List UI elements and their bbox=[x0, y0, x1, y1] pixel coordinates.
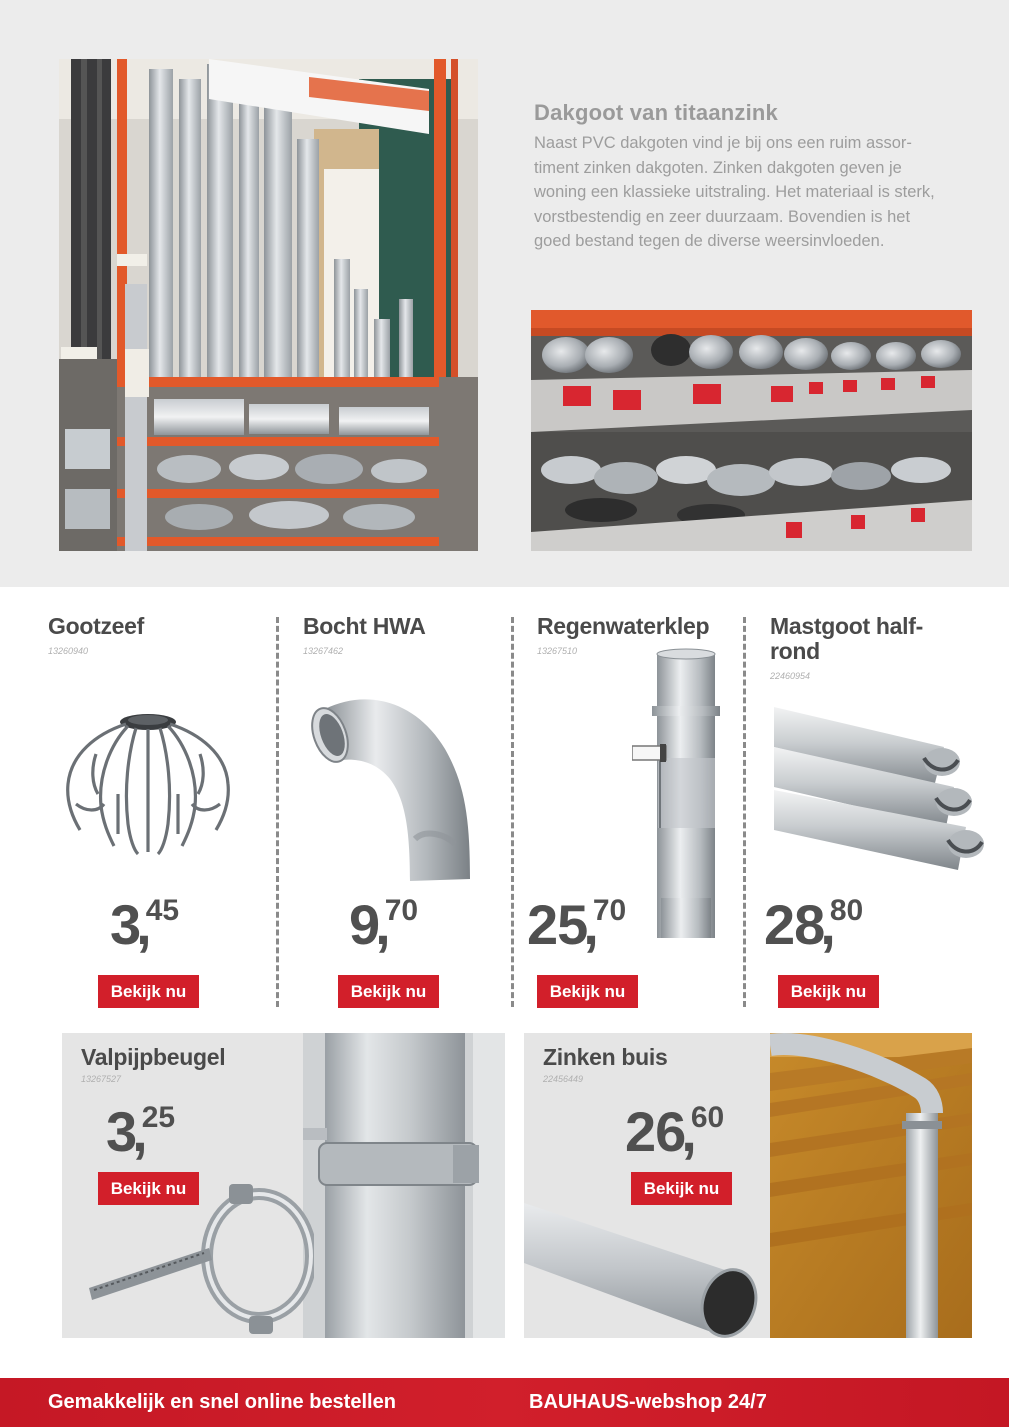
product-title-line: Mastgoot half- bbox=[770, 613, 923, 639]
gutter-strainer-image bbox=[56, 694, 241, 869]
price-cents: 70 bbox=[592, 894, 627, 927]
product-title: Zinken buis bbox=[543, 1044, 668, 1070]
column-divider bbox=[511, 617, 514, 1007]
footer-webshop-link[interactable]: BAUHAUS-webshop 24/7 bbox=[529, 1391, 767, 1413]
price-cents: 80 bbox=[829, 894, 864, 927]
product-code: 22456449 bbox=[543, 1074, 584, 1084]
product-price bbox=[110, 892, 179, 957]
product-code: 13267527 bbox=[81, 1074, 122, 1084]
bekijk-nu-button[interactable]: Bekijk nu bbox=[98, 1172, 199, 1205]
price-comma: , bbox=[681, 1100, 697, 1163]
zinc-tube-image bbox=[524, 1183, 764, 1338]
price-cents: 25 bbox=[141, 1101, 176, 1134]
price-comma: , bbox=[136, 893, 152, 956]
product-bocht-hwa bbox=[303, 614, 503, 1014]
price-comma: , bbox=[132, 1100, 148, 1163]
bekijk-nu-button[interactable]: Bekijk nu bbox=[338, 975, 439, 1008]
column-divider bbox=[276, 617, 279, 1007]
intro-line: Naast PVC dakgoten vind je bij ons een ruim assor- bbox=[534, 134, 912, 152]
price-cents: 60 bbox=[690, 1101, 725, 1134]
footer-banner bbox=[0, 1378, 1009, 1427]
price-whole: 26 bbox=[625, 1100, 686, 1163]
store-rack-photo-left bbox=[59, 59, 478, 551]
store-shelf-photo-right bbox=[531, 310, 972, 551]
product-code: 22460954 bbox=[770, 671, 811, 681]
bekijk-nu-button[interactable]: Bekijk nu bbox=[631, 1172, 732, 1205]
intro-line: timent zinken dakgoten. Zinken dakgoten geven je bbox=[534, 158, 902, 177]
product-title: Bocht HWA bbox=[303, 613, 426, 639]
house-gutter-photo bbox=[770, 1033, 972, 1338]
column-divider bbox=[743, 617, 746, 1007]
price-whole: 3 bbox=[110, 893, 141, 956]
product-title bbox=[770, 614, 923, 664]
product-title: Regenwaterklep bbox=[537, 613, 710, 639]
price-whole: 28 bbox=[764, 893, 825, 956]
downpipe-bend-image bbox=[305, 669, 485, 894]
product-price bbox=[625, 1099, 724, 1164]
zinken-buis-box bbox=[524, 1033, 972, 1338]
product-mastgoot-halfrond bbox=[764, 613, 995, 1014]
intro-line: woning een klassieke uitstraling. Het materiaal is sterk, bbox=[534, 183, 935, 201]
price-cents: 45 bbox=[145, 894, 180, 927]
product-price bbox=[106, 1099, 175, 1164]
pipe-clamp-image bbox=[84, 1178, 314, 1338]
product-regenwaterklep bbox=[527, 613, 737, 1014]
footer-order-text: Gemakkelijk en snel online bestellen bbox=[48, 1391, 396, 1413]
rainwater-diverter-image bbox=[632, 648, 722, 953]
product-title: Valpijpbeugel bbox=[81, 1044, 226, 1070]
product-price bbox=[764, 892, 863, 957]
half-round-gutter-image bbox=[774, 702, 989, 882]
intro-title: Dakgoot van titaanzink bbox=[534, 100, 778, 125]
product-title-line: rond bbox=[770, 638, 820, 664]
bekijk-nu-button[interactable]: Bekijk nu bbox=[98, 975, 199, 1008]
price-comma: , bbox=[820, 893, 836, 956]
price-whole: 3 bbox=[106, 1100, 137, 1163]
valpijpbeugel-box bbox=[62, 1033, 505, 1338]
product-code: 13267462 bbox=[303, 646, 344, 656]
price-comma: , bbox=[375, 893, 391, 956]
price-comma: , bbox=[583, 893, 599, 956]
intro-line: vorstbestendig en zeer duurzaam. Bovendien is het bbox=[534, 207, 911, 226]
intro-text bbox=[534, 131, 974, 254]
product-code: 13267510 bbox=[537, 646, 578, 656]
product-title: Gootzeef bbox=[48, 613, 144, 639]
product-code: 13260940 bbox=[48, 646, 89, 656]
price-whole: 25 bbox=[527, 893, 588, 956]
product-gootzeef bbox=[48, 614, 268, 1014]
intro-line: goed bestand tegen de diverse weersinvloeden. bbox=[534, 232, 885, 250]
bekijk-nu-button[interactable]: Bekijk nu bbox=[778, 975, 879, 1008]
price-cents: 70 bbox=[384, 894, 419, 927]
price-whole: 9 bbox=[349, 893, 380, 956]
downpipe-bracket-photo bbox=[303, 1033, 505, 1338]
product-price bbox=[527, 892, 626, 957]
bekijk-nu-button[interactable]: Bekijk nu bbox=[537, 975, 638, 1008]
product-price bbox=[349, 892, 418, 957]
